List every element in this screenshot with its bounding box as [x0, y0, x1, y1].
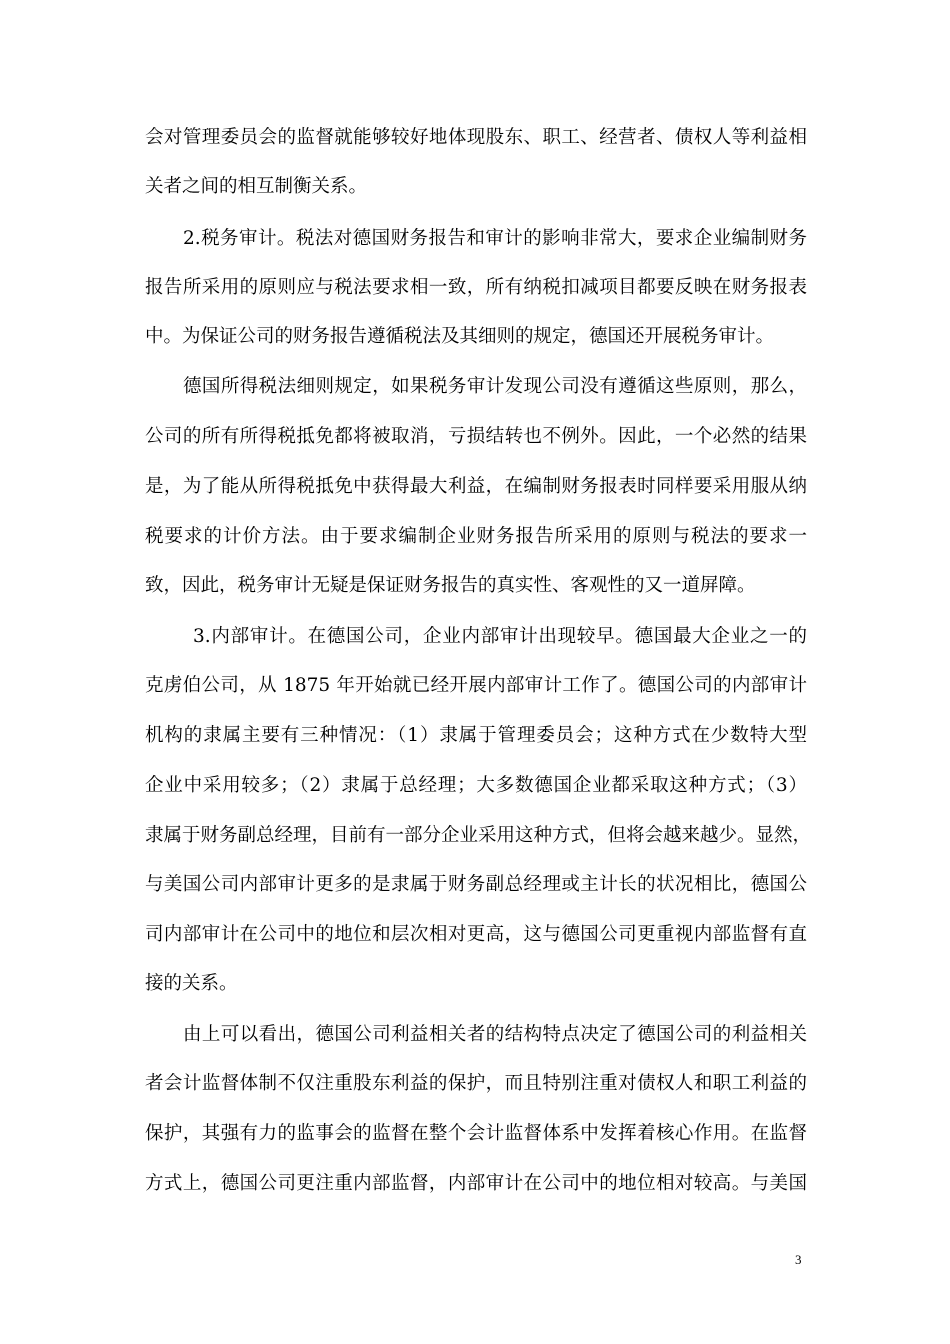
text-line: 方式上，德国公司更注重内部监督，内部审计在公司中的地位相对较高。与美国 [145, 1173, 807, 1194]
text-line: 2.税务审计。税法对德国财务报告和审计的影响非常大，要求企业编制财务 [183, 228, 807, 249]
text-line: 报告所采用的原则应与税法要求相一致，所有纳税扣减项目都要反映在财务报表 [145, 277, 807, 298]
text-line: 德国所得税法细则规定，如果税务审计发现公司没有遵循这些原则，那么， [183, 376, 807, 397]
text-line: 者会计监督体制不仅注重股东利益的保护，而且特别注重对债权人和职工利益的 [145, 1073, 807, 1094]
text-line: 致，因此，税务审计无疑是保证财务报告的真实性、客观性的又一道屏障。 [145, 575, 756, 596]
text-line: 公司的所有所得税抵免都将被取消，亏损结转也不例外。因此，一个必然的结果 [145, 426, 807, 447]
text-line: 企业中采用较多；（2）隶属于总经理；大多数德国企业都采取这种方式；（3） [145, 775, 807, 796]
text-line: 关者之间的相互制衡关系。 [145, 176, 368, 197]
text-line: 税要求的计价方法。由于要求编制企业财务报告所采用的原则与税法的要求一 [145, 526, 807, 547]
text-line: 隶属于财务副总经理，目前有一部分企业采用这种方式，但将会越来越少。显然， [145, 825, 812, 846]
text-line: 机构的隶属主要有三种情况：（1）隶属于管理委员会；这种方式在少数特大型 [145, 725, 807, 746]
text-line: 接的关系。 [145, 973, 238, 994]
text-line: 司内部审计在公司中的地位和层次相对更高，这与德国公司更重视内部监督有直 [145, 924, 807, 945]
text-line: 克虏伯公司，从 1875 年开始就已经开展内部审计工作了。德国公司的内部审计 [145, 675, 807, 696]
text-line: 由上可以看出，德国公司利益相关者的结构特点决定了德国公司的利益相关 [183, 1024, 807, 1045]
text-line: 会对管理委员会的监督就能够较好地体现股东、职工、经营者、债权人等利益相 [145, 127, 807, 148]
text-line: 保护，其强有力的监事会的监督在整个会计监督体系中发挥着核心作用。在监督 [145, 1123, 807, 1144]
text-line: 中。为保证公司的财务报告遵循税法及其细则的规定，德国还开展税务审计。 [145, 326, 775, 347]
text-line: 与美国公司内部审计更多的是隶属于财务副总经理或主计长的状况相比，德国公 [145, 874, 807, 895]
text-line: 是，为了能从所得税抵免中获得最大利益，在编制财务报表时同样要采用服从纳 [145, 476, 807, 497]
page-number: 3 [795, 1252, 802, 1267]
text-line: 3.内部审计。在德国公司，企业内部审计出现较早。德国最大企业之一的 [193, 626, 807, 647]
